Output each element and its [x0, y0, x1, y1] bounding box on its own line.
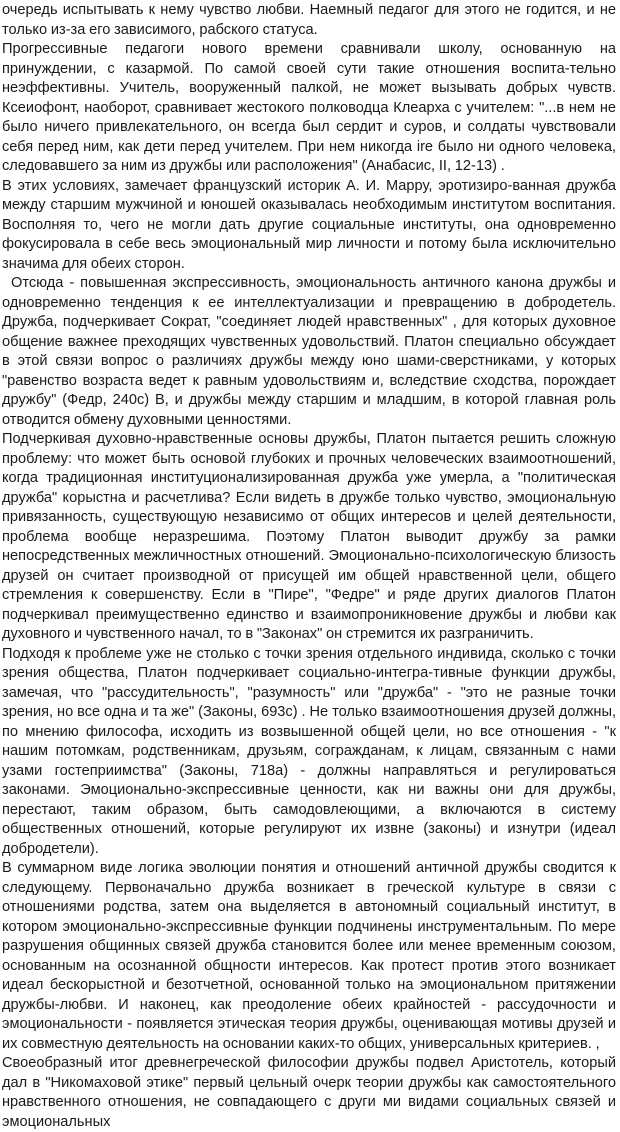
paragraph-2: Прогрессивные педагоги нового времени сравнивали школу, основанную на принуждении, с казармой. По самой своей сути такие отношения воспита-тельно неэффективны. Учитель, вооруженный палкой, не может вызывать добрых чувств. Ксеиофонт, наоборот, сравнивает жестокого полководца Клеарха с учителем: "...в нем не было ничего привлекательного, он всегда был сердит и суров, и солдаты чувствовали себя перед ним, как дети перед учителем. При нем никогда ire было ни одного человека, следовавшего за ним из дружбы или расположения" (Анабасис, II, 12-13) .: [2, 41, 616, 174]
paragraph-8: Своеобразный итог древнегреческой философии дружбы подвел Аристотель, который дал в "Никомаховой этике" первый цельный очерк теории дружбы как самостоятельного нравственного отношения, не совпадающего с други ми видами социальных связей и эмоциональных: [2, 1055, 616, 1130]
paragraph-3: В этих условиях, замечает французский историк А. И. Марру, эротизиро-ванная дружба между старшим мужчиной и юношей оказывалась необходимым институтом воспитания. Восполняя то, чего не могли дать другие социальные институты, она одновременно фокусировала в себе весь эмоциональный мир личности и потому была исключительно значима для обеих сторон.: [2, 177, 616, 272]
paragraph-4: Отсюда - повышенная экспрессивность, эмоциональность античного канона дружбы и одновременно тенденция к ее интеллектуализации и превращению в добродетель. Дружба, подчеркивает Сократ, "соединяет людей нравственных" , для которых духовное общение важнее преходящих чувственных удовольствий. Платон специально обсуждает в этой связи вопрос о различиях дружбы между юно шами-сверстниками, у которых "равенство возраста ведет к равным удовольствиям и, вследствие сходства, порождает дружбу" (Федр, 240с) В, и дружбы между старшим и младшим, в которой главная роль отводится обмену духовными ценностями.: [2, 275, 616, 428]
paragraph-6: Подходя к проблеме уже не столько с точки зрения отдельного индивида, сколько с точки зрения общества, Платон подчеркивает социально-интегра-тивные функции дружбы, замечая, что "рассудительность", "разумность" или "дружба" - "это не разные точки зрения, но все одна и та же" (Законы, 693с) . Не только взаимоотношения друзей должны, по мнению философа, исходить из возвышенной общей цели, но все отношения - "к нашим потомкам, родственникам, друзьям, согражданам, к лицам, связанным с нами узами гостеприимства" (Законы, 718а) - должны направляться и регулироваться законами. Эмоционально-экспрессивные ценности, как ни важны они для дружбы, перестают, таким образом, быть самодовлеющими, а включаются в систему общественных отношений, которые регулируют их извне (законы) и изнутри (идеал добродетели).: [2, 645, 616, 857]
paragraph-5: Подчеркивая духовно-нравственные основы дружбы, Платон пытается решить сложную проблему: что может быть основой глубоких и прочных человеческих взаимоотношений, когда традиционная институционализированная дружба уже умерла, а "политическая дружба" корыстна и расчетлива? Если видеть в дружбе только чувство, эмоциональную привязанность, существующую независимо от общих интересов и целей деятельности, проблема вообще неразрешима. Поэтому Платон выводит дружбу за рамки непосредственных межличностных отношений. Эмоционально-психологическую близость друзей он считает производной от присущей им общей нравственной цели, общего стремления к совершенству. Если в "Пире", "Федре" и ряде других диалогов Платон подчеркивал преимущественно единство и взаимопроникновение дружбы и любви как духовного и чувственного начал, то в "Законах" он стремится их разграничить.: [2, 431, 616, 642]
paragraph-1: очередь испытывать к нему чувство любви. Наемный педагог для этого не годится, и не только из-за его зависимого, рабского статуса.: [2, 2, 616, 38]
paragraph-7: В суммарном виде логика эволюции понятия и отношений античной дружбы сводится к следующему. Первоначально дружба возникает в греческой культуре в связи с отношениями родства, затем она выделяется в автономный социальный институт, в котором эмоционально-экспрессивные функции подчинены инструментальным. По мере разрушения общинных связей дружба становится более или менее временным союзом, основанным на осознанной общности интересов. Как протест против этого возникает идеал бескорыстной и безотчетной, основанной только на эмоциональном притяжении дружбы-любви. И наконец, как преодоление обеих крайностей - рассудочности и эмоциональности - появляется этическая теория дружбы, оценивающая мотивы друзей и их совместную деятельность на основании каких-то общих, универсальных критериев. ,: [2, 860, 616, 1052]
